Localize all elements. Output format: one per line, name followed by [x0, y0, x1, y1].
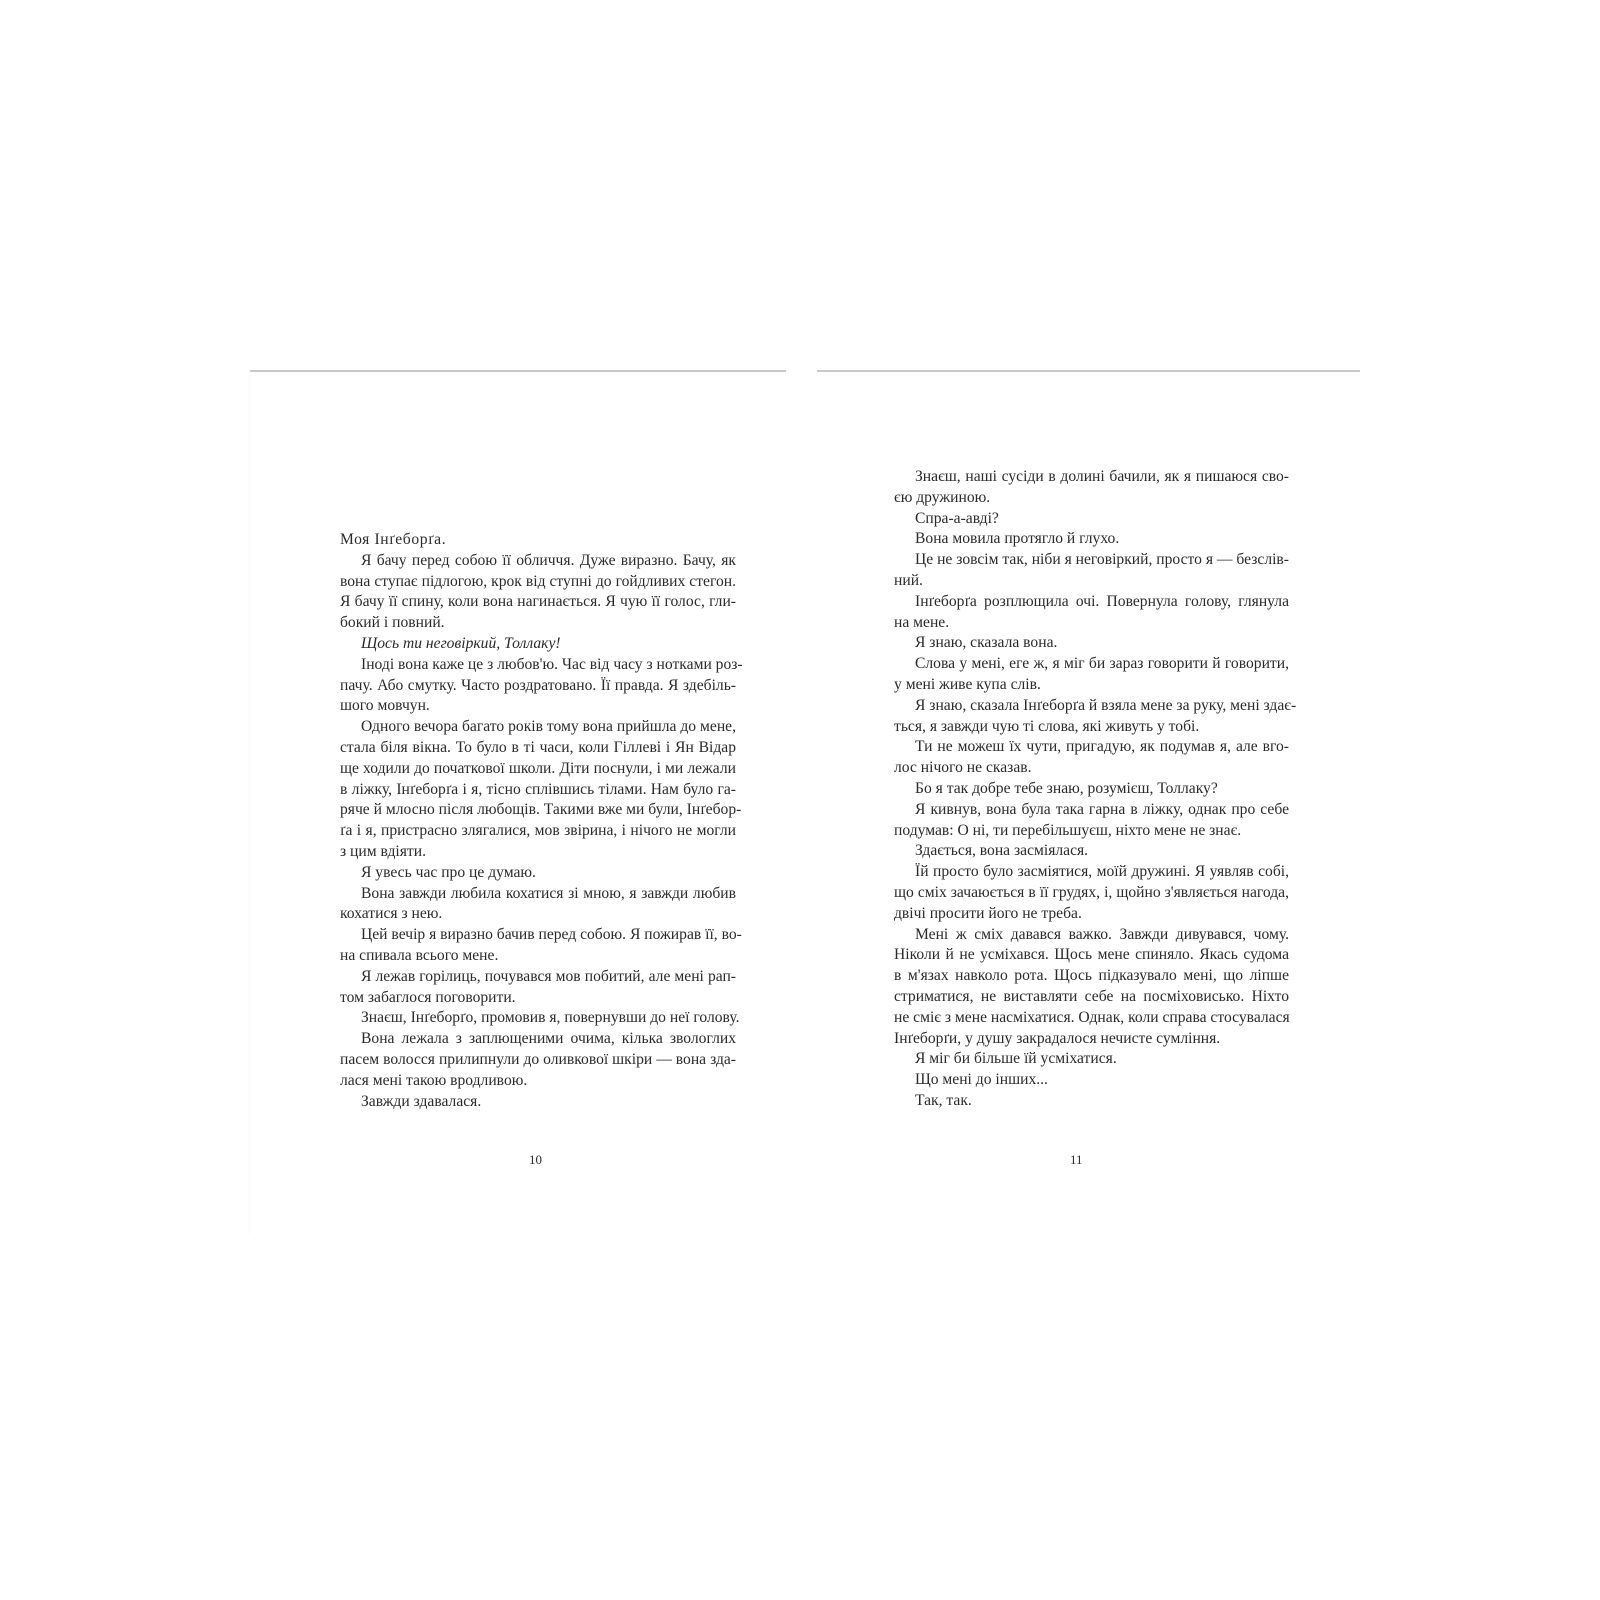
text-line: Так, так. [915, 1091, 972, 1109]
text-line: Здається, вона засміялася. [915, 842, 1089, 860]
text-line: Це не зовсім так, ніби я неговіркий, просто я — безслів- [915, 551, 1289, 569]
right-page-text [894, 467, 1297, 1112]
right-page [817, 370, 1360, 1237]
text-line: двічі просити його не треба. [894, 904, 1082, 922]
text-line: ґа і я, пристрасно злягалися, мов звірина, і нічого не могли [340, 822, 736, 840]
text-line: кохатися з нею. [340, 905, 443, 923]
text-line: в ліжку, Інґеборґа і я, тісно сплівшись тілами. Нам було га- [340, 780, 736, 798]
text-line: Вона завжди любила кохатися зі мною, я завжди любив [361, 884, 736, 902]
text-line: Я бачу її спину, коли вона нагинається. Я чую її голос, гли- [340, 593, 736, 611]
text-line: шого мовчун. [340, 697, 430, 715]
text-line: Я знаю, сказала Інґеборґа й взяла мене за руку, мені здає- [915, 696, 1297, 714]
text-line: Щось ти неговіркий, Толлаку! [361, 634, 561, 652]
text-line: Знаєш, наші сусіди в долині бачили, як я пишаюся сво- [915, 468, 1289, 485]
page-number-left: 10 [529, 1152, 542, 1167]
text-line: Слова у мені, еге ж, я міг би зараз говорити й говорити, [915, 655, 1289, 673]
text-line: Вона лежала з заплющеними очима, кілька звологлих [361, 1030, 736, 1048]
text-line: Інґеборґи, у душу закрадалося нечисте сумління. [894, 1029, 1221, 1047]
text-line: Спра-а-авді? [915, 509, 999, 527]
text-line: Завжди здавалася. [361, 1092, 482, 1110]
text-line: ще ходили до початкової школи. Діти поснули, і ми лежали [340, 759, 736, 777]
text-line: на спивала всього мене. [340, 946, 499, 964]
text-line: Вона мовила протягло й глухо. [915, 530, 1120, 548]
text-line: пачу. Або смутку. Часто роздратовано. Її правда. Я здебіль- [340, 676, 736, 694]
text-line: Що мені до інших... [915, 1071, 1048, 1089]
text-line: Ти не можеш їх чути, пригадую, як подумав я, але вго- [915, 738, 1289, 756]
text-line: Я бачу перед собою її обличчя. Дуже виразно. Бачу, як [361, 551, 736, 569]
left-page [250, 370, 786, 1237]
text-line: стриматися, не виставляти себе на посміховисько. Ніхто [894, 987, 1289, 1005]
text-line: Я міг би більше їй усміхатися. [915, 1050, 1117, 1068]
text-line: подумав: О ні, ти перебільшуєш, ніхто мене не знає. [894, 821, 1242, 839]
text-line: у мені живе купа слів. [894, 675, 1041, 693]
text-line: лася мені такою вродливою. [340, 1071, 528, 1089]
text-line: Я лежав горілиць, почувався мов побитий, але мені рап- [361, 967, 736, 985]
text-line: пасем волосся прилипнули до оливкової шкіри — вона зда- [340, 1050, 736, 1068]
text-line: на мене. [894, 613, 950, 631]
text-line: ряче й млосно після любощів. Такими вже ми були, Інґебор- [340, 801, 742, 819]
text-line: Їй просто було засміятися, моїй дружині. Я уявляв собі, [915, 863, 1289, 881]
text-line: не сміє з мене насміхатися. Однак, коли справа стосувалася [894, 1008, 1290, 1026]
text-line: том забаглося поговорити. [340, 988, 516, 1006]
page-number-right: 11 [1070, 1152, 1083, 1167]
text-line: Бо я так добре тебе знаю, розумієш, Толлаку? [915, 779, 1218, 797]
text-line: лос нічого не сказав. [894, 759, 1032, 777]
text-line: з цим вдіяти. [340, 842, 426, 860]
text-line: що сміх зачаюється в її грудях, і, щойно з'являється нагода, [894, 883, 1289, 901]
text-line: Цей вечір я виразно бачив перед собою. Я пожирав її, во- [361, 926, 742, 944]
left-page-text [340, 530, 743, 1112]
text-line: Мені ж сміх давався важко. Завжди дивувався, чому. [915, 925, 1289, 943]
text-line: в м'язах навколо рота. Щось підказувало мені, що ліпше [894, 967, 1289, 985]
text-line: Інґеборґа розплющила очі. Повернула голову, глянула [915, 592, 1289, 610]
text-line: єю дружиною. [894, 488, 991, 506]
text-line: ться, я завжди чую ті слова, які живуть у тобі. [894, 717, 1200, 735]
text-line: стала біля вікна. То було в ті часи, коли Гіллеві і Ян Відар [340, 738, 736, 756]
text-line: Знаєш, Інґеборґо, промовив я, повернувши до неї голову. [361, 1009, 740, 1027]
text-line: Одного вечора багато років тому вона прийшла до мене, [361, 718, 736, 736]
chapter-heading: Моя Інґеборґа. [340, 531, 447, 548]
text-line: ний. [894, 571, 923, 589]
text-line: бокий і повний. [340, 614, 445, 632]
text-line: Я знаю, сказала вона. [915, 634, 1058, 652]
text-line: Я кивнув, вона була така гарна в ліжку, однак про себе [915, 800, 1289, 818]
text-line: Ніколи й не усміхався. Щось мене спиняло. Якась судома [894, 946, 1289, 964]
text-line: Я увесь час про це думаю. [361, 863, 536, 881]
text-line: Іноді вона каже це з любов'ю. Час від часу з нотками роз- [361, 655, 743, 673]
text-line: вона ступає підлогою, крок від ступні до гойдливих стегон. [340, 572, 736, 590]
